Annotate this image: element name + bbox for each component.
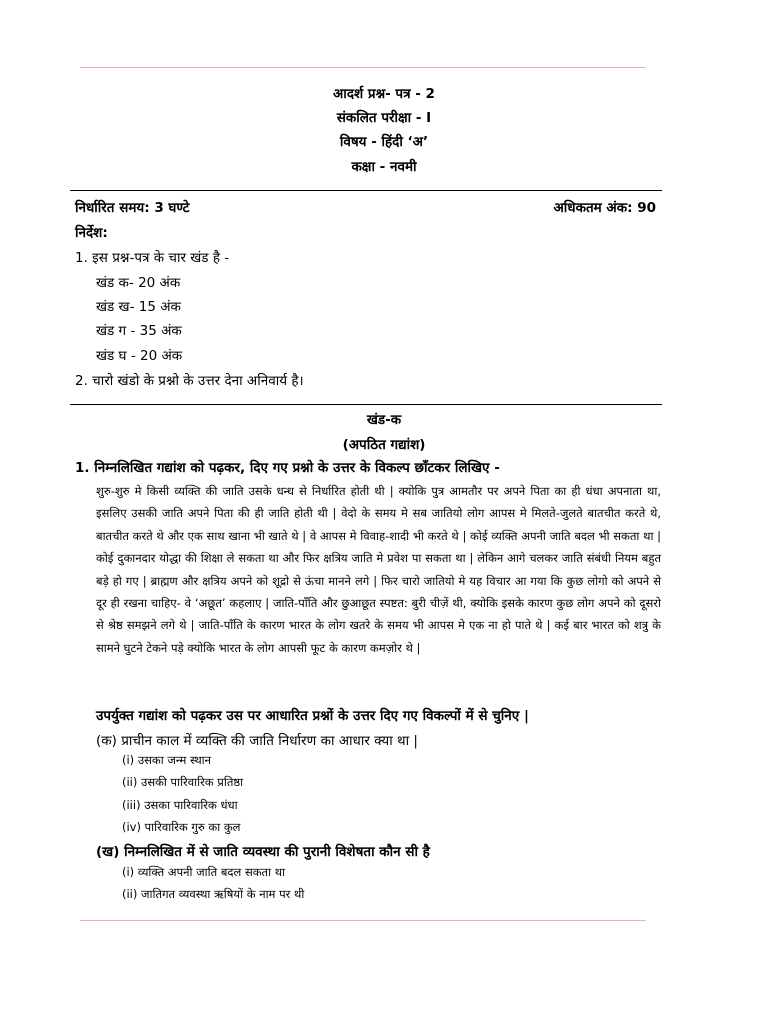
divider-middle [70, 404, 662, 405]
option-a-3: (iii) उसका पारिवारिक धंधा [122, 798, 238, 812]
instruction-1: 1. इस प्रश्न-पत्र के चार खंड है - [75, 250, 230, 266]
question-a: (क) प्राचीन काल में व्यक्ति की जाति निर्धारण का आधार क्या था | [96, 733, 418, 749]
question-1-heading: 1. निम्नलिखित गद्यांश को पढ़कर, दिए गए प्रश्नो के उत्तर के विकल्प छाँटकर लिखिए - [75, 460, 500, 476]
section-marks-c: खंड ग - 35 अंक [96, 323, 182, 339]
question-b: (ख) निम्नलिखित में से जाति व्यवस्था की पुरानी विशेषता कौन सी है [96, 844, 430, 860]
section-subtitle: (अपठित गद्यांश) [342, 437, 426, 453]
option-b-1: (i) व्यक्ति अपनी जाति बदल सकता था [122, 865, 286, 879]
option-b-2: (ii) जातिगत व्यवस्था ऋषियों के नाम पर थी [122, 887, 305, 901]
paper-title: आदर्श प्रश्न- पत्र - 2 [333, 86, 435, 102]
time-allowed: निर्धारित समय: 3 घण्टे [75, 200, 190, 216]
section-marks-a: खंड क- 20 अंक [96, 275, 181, 291]
passage-text: शुरु-शुरु मे किसी व्यक्ति की जाति उसके धन्ध से निर्धारित होती थी | क्योकि पुत्र आमतौर पर अपने पिता का ही धंधा अपनाता था, इसलिए उसकी जाति अपने पिता की ही जाति होती थी | वेदो के समय मे सब जातियो लोग आपस मे मिलते-जुलते बातचीत करते थे, बातचीत करते थे और एक साथ खाना भी खाते थे | वे आपस मे विवाह-शादी भी करते थे | कोई व्यक्ति अपनी जाति बदल भी सकता था | कोई दुकानदार योद्धा की शिक्षा ले सकता था और फिर क्षत्रिय जाति मे प्रवेश पा सकता था | लेकिन आगे चलकर जाति संबंधी नियम बहुत बड़े हो गए | ब्राह्मण और क्षत्रिय अपने को शूद्रो से ऊंचा मानने लगे | फिर चारो जातियो मे यह विचार आ गया कि कुछ लोगो को अपने से दूर ही रखना चाहिए- वे ‘अछूत’ कहलाए | जाति-पाँति और छुआछूत स्पष्टत: बुरी चीज़ें थी, क्योकि इसके कारण कुछ लोग अपने को दूसरो से श्रेष्ठ समझने लगे थे | जाति-पाँति के कारण भारत के लोग खतरे के समय भी आपस मे एक ना हो पाते थे | कई बार भारत को शत्रु के सामने घुटने टेकने पड़े क्योकि भारत के लोग आपसी फूट के कारण कमज़ोर थे | [96, 484, 661, 655]
max-marks: अधिकतम अंक: 90 [553, 200, 656, 216]
option-a-4: (iv) पारिवारिक गुरु का कुल [122, 820, 241, 834]
class-line: कक्षा - नवमी [351, 159, 417, 175]
instructions-label: निर्देश: [75, 225, 108, 241]
instruction-2: 2. चारो खंडो के प्रश्नो के उत्तर देना अनिवार्य है। [75, 373, 304, 389]
passage-instruction: उपर्युक्त गद्यांश को पढ़कर उस पर आधारित प्रश्नों के उत्तर दिए गए विकल्पों में से चुनिए | [96, 708, 529, 724]
page-top-rule [80, 67, 646, 68]
section-title: खंड-क [366, 412, 402, 428]
option-a-1: (i) उसका जन्म स्थान [122, 753, 212, 767]
exam-name: संकलित परीक्षा - I [336, 110, 432, 126]
page-bottom-rule [80, 920, 646, 921]
section-marks-b: खंड ख- 15 अंक [96, 299, 181, 315]
option-a-2: (ii) उसकी पारिवारिक प्रतिष्ठा [122, 775, 244, 789]
divider-top [70, 190, 662, 191]
section-marks-d: खंड घ - 20 अंक [96, 348, 183, 364]
subject-line: विषय - हिंदी ‘अ’ [339, 134, 429, 150]
